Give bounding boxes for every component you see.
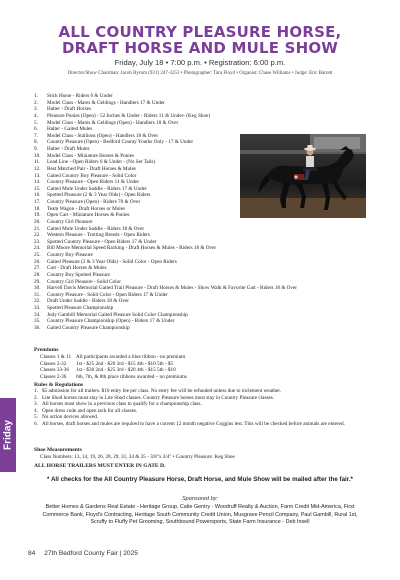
class-number: 1.	[34, 93, 38, 99]
class-name: Gaited Pleasure (2 & 3 Year Olds) - Solid Color - Open Riders	[47, 258, 177, 265]
premium-row	[40, 367, 187, 374]
class-item	[34, 106, 364, 113]
horse-rider-illustration	[240, 134, 366, 218]
class-name: Country Pleasure - Solid Color - Open Riders 17 & Under	[47, 291, 168, 298]
class-number: 11.	[34, 159, 41, 166]
class-item	[34, 93, 364, 100]
class-name: Country Pleasure (Open) - Riders 70 & Over	[47, 199, 141, 205]
class-number: 6.	[34, 126, 38, 133]
class-number: 34.	[34, 311, 41, 318]
class-name: Bill Moore Memorial Speed Racking - Draft Horses & Mules - Riders 18 & Over	[47, 245, 217, 252]
class-name: Model Class - Miniature Horses & Ponies	[47, 152, 135, 159]
class-name: Halter - Gaited Mules	[47, 126, 93, 133]
class-name: Country Pleasure - Open Riders 11 & Under	[47, 179, 140, 186]
class-name: Stick Horse - Riders 6 & Under	[47, 93, 113, 99]
rules-heading: Rules & Regulations	[34, 382, 84, 388]
class-name: Country Girl Pleasure - Solid Color	[47, 278, 121, 285]
day-side-tab-label: Friday	[2, 419, 14, 451]
class-number: 35.	[34, 318, 41, 325]
page-number: 84	[28, 550, 36, 557]
class-name: Country Girl Pleasure	[47, 218, 93, 225]
title-line-1: ALL COUNTRY PLEASURE HORSE,	[58, 23, 342, 41]
class-number: 5.	[34, 119, 38, 126]
premium-classes: Classes 2-36	[40, 373, 67, 380]
class-item	[34, 219, 364, 226]
class-number: 15.	[34, 185, 41, 192]
class-number: 29.	[34, 278, 41, 285]
class-number: 9.	[34, 146, 38, 152]
class-number: 12.	[34, 165, 41, 172]
class-item	[34, 113, 364, 120]
class-name: Harvell Davis Memorial Gaited Trail Pleasure - Draft Horses & Mules - Show Walk & Favorite Gait - Riders 18 & Over	[47, 285, 298, 292]
day-side-tab	[0, 398, 16, 472]
class-name: Cart - Draft Horses & Mules	[47, 265, 107, 272]
class-number: 18.	[34, 205, 41, 212]
class-item	[34, 226, 364, 233]
class-item	[34, 285, 364, 292]
class-name: Lead Line - Open Riders 6 & Under - (No Set Tails)	[47, 159, 156, 166]
class-number: 33.	[34, 305, 41, 311]
class-number: 26.	[34, 258, 41, 265]
premium-classes: Classes 1 & 11	[40, 354, 72, 360]
class-name: Spotted Pleasure Championship	[47, 305, 114, 311]
class-name: Gaited Mule Under Saddle - Riders 17 & Under	[47, 185, 147, 192]
class-item	[34, 265, 364, 272]
class-number: 3.	[34, 106, 38, 113]
class-name: Best Matched Pair - Draft Horses & Mules	[47, 165, 136, 172]
class-number: 16.	[34, 192, 41, 199]
class-name: Gaited Country Pleasure Championship	[47, 324, 130, 331]
class-number: 10.	[34, 152, 41, 159]
class-number: 20.	[34, 218, 41, 225]
rule-text: $5 admission for all trailers. $10 entry fee per class. No entry fee will be refunded unless due to inclement weather.	[42, 388, 281, 394]
class-name: Western Pleasure - Trotting Breeds - Open Riders	[47, 232, 150, 239]
class-name: Halter - Draft Horses	[47, 106, 91, 113]
shoe-heading: Shoe Measurements	[34, 447, 82, 453]
show-schedule: Friday, July 18 • 7:00 p.m. • Registration: 6:00 p.m.	[114, 58, 286, 67]
class-name: Spotted Pleasure (2 & 3 Year Olds) - Open Riders	[47, 192, 151, 199]
class-item	[34, 245, 364, 252]
class-item	[34, 325, 364, 332]
class-number: 27.	[34, 265, 41, 272]
class-name: Country Pleasure Championship (Open) - Riders 17 & Under	[47, 318, 175, 325]
class-number: 30.	[34, 285, 41, 292]
class-name: Halter - Draft Mules	[47, 146, 90, 152]
class-number: 21.	[34, 225, 41, 232]
premium-detail: 1st - $25 2nd - $20 3rd - $15 4th - $10 5th - $5	[76, 360, 174, 367]
sponsors-list: Better Homes & Gardens Real Estate - Heritage Group, Catie Gentry - Woodruff Realty & Auction, Farm Credit Mid-America, First Commerce Bank, Floyd's Contracting, Heritage South Community Credit Union, Musgrave Pencil Company, Paul Gambill, Rural 1st, Scruffy to Fluffy Pet Grooming, Southbound Powersports, State Farm Insurance - Deb Insell	[42, 504, 358, 526]
class-name: Spotted Country Pleasure - Open Riders 17 & Under	[47, 238, 157, 245]
class-number: 23.	[34, 238, 41, 245]
class-number: 7.	[34, 132, 38, 139]
class-item	[34, 272, 364, 279]
rule-number: 1.	[34, 388, 38, 394]
premium-detail: All participants awarded a blue ribbon - no premium	[76, 354, 186, 360]
rule-item	[34, 421, 366, 428]
class-name: Gaited Mule Under Saddle - Riders 18 & Over	[47, 225, 145, 232]
sponsors-label: Sponsored by:	[181, 496, 219, 502]
rule-text: Open dress code and open tack for all classes.	[42, 407, 138, 414]
premium-detail: 1st - $30 2nd - $25 3rd - $20 4th - $15 5th - $10	[76, 367, 176, 374]
class-number: 17.	[34, 199, 41, 205]
checks-notice: * All checks for the All Country Pleasure Horse, Draft Horse, and Mule Show will be mailed after the fair.*	[47, 476, 353, 483]
class-number: 8.	[34, 139, 38, 146]
premium-row	[40, 374, 187, 381]
class-number: 4.	[34, 112, 38, 119]
class-name: Country Boy Pleasure	[47, 252, 93, 258]
rule-text: No action devices allowed.	[42, 414, 99, 420]
page-footer	[28, 550, 138, 557]
show-staff: Director/Show Chairman: Jacob Byrom (931) 247-3253 • Photographer: Tara Floyd • Organist: Chase Williams • Judge: Eric Barrett	[67, 71, 333, 76]
class-name: Open Cart - Miniature Horses & Ponies	[47, 212, 130, 219]
class-name: Draft Under Saddle - Riders 18 & Over	[47, 298, 129, 305]
premiums-heading: Premiums	[34, 347, 59, 353]
rule-number: 2.	[34, 394, 38, 401]
premium-detail: 6th, 7th, & 8th place ribbons awarded – no premiums	[76, 373, 187, 380]
rule-text: All horses, draft horses and mules are required to have a current 12 month negative Coggins test. This will be checked before animals are entered.	[42, 420, 345, 427]
title-line-2: DRAFT HORSE AND MULE SHOW	[61, 39, 339, 57]
class-name: Team Wagon - Draft Horses or Mules	[47, 205, 126, 212]
class-name: Gaited Country Boy Pleasure - Solid Color	[47, 172, 137, 179]
class-name: Judy Gambill Memorial Gaited Pleasure Solid Color Championship	[47, 311, 188, 318]
class-number: 31.	[34, 291, 41, 298]
class-number: 36.	[34, 324, 41, 331]
class-item	[34, 305, 364, 312]
premium-list	[40, 354, 187, 380]
class-name: Country Boy Spotted Pleasure	[47, 271, 110, 278]
class-item	[34, 126, 364, 133]
premium-classes: Classes 33-36	[40, 367, 69, 374]
rule-number: 4.	[34, 407, 38, 414]
premium-classes: Classes 2-32	[40, 360, 67, 367]
class-name: Model Class - Mares & Geldings (Open) - Handlers 18 & Over	[47, 119, 179, 126]
rules-list	[34, 388, 366, 427]
rule-number: 5.	[34, 414, 38, 420]
class-item	[34, 120, 364, 127]
class-number: 25.	[34, 252, 41, 258]
class-number: 24.	[34, 245, 41, 252]
class-item	[34, 232, 364, 239]
class-name: Country Pleasure (Open) - Bedford County Youths Only - 17 & Under	[47, 139, 194, 146]
horse-rider-photo	[240, 134, 366, 218]
class-number: 14.	[34, 179, 41, 186]
class-name: Model Class - Stallions (Open) - Handlers 18 & Over	[47, 132, 159, 139]
class-item	[34, 252, 364, 259]
class-number: 19.	[34, 212, 41, 219]
rule-text: All horses must show in a previous class to qualify for a championship class.	[42, 401, 202, 407]
trailer-gate-notice: ALL HORSE TRAILERS MUST ENTER IN GATE D.	[34, 463, 166, 469]
class-item	[34, 318, 364, 325]
class-item	[34, 298, 364, 305]
shoe-measurements: Class Numbers: 13, 14, 19, 26, 28, 29, 31, 34 & 35 - 3/8"x 3/4" • Country Pleasure: Keg Shoe	[40, 454, 235, 460]
class-number: 28.	[34, 271, 41, 278]
class-name: Pleasure Ponies (Open) - 52 Inches & Under - Riders 11 & Under- (Keg Shoe)	[47, 112, 211, 119]
class-number: 2.	[34, 99, 38, 106]
class-number: 32.	[34, 298, 41, 305]
publication-name: 27th Bedford County Fair | 2025	[44, 550, 138, 557]
page-title	[0, 24, 400, 56]
class-number: 13.	[34, 172, 41, 179]
class-name: Model Class - Mares & Geldings - Handlers 17 & Under	[47, 99, 165, 106]
class-number: 22.	[34, 232, 41, 239]
rule-number: 3.	[34, 401, 38, 407]
rule-text: Lite Shod horses must stay in Lite Shod classes. Country Pleasure horses must stay in Country Pleasure classes.	[42, 394, 275, 401]
premium-row	[40, 354, 187, 361]
rule-number: 6.	[34, 420, 38, 427]
